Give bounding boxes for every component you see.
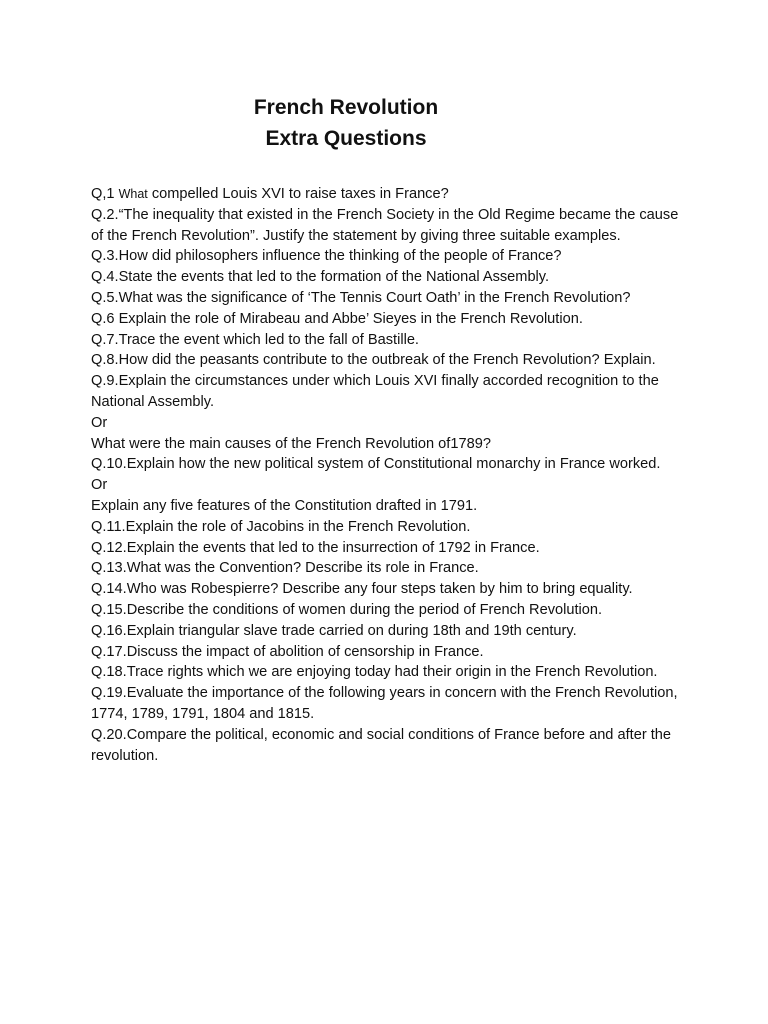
question-13: Q.13.What was the Convention? Describe its role in France. — [91, 560, 479, 577]
question-17: Q.17.Discuss the impact of abolition of censorship in France. — [91, 643, 484, 660]
document-title — [0, 92, 692, 154]
question-18: Q.18.Trace rights which we are enjoying today had their origin in the French Revolution. — [91, 664, 658, 681]
question-11: Q.11.Explain the role of Jacobins in the French Revolution. — [91, 518, 471, 535]
title-line-1: French Revolution — [253, 96, 439, 119]
question-6: Q.6 Explain the role of Mirabeau and Abbe’ Sieyes in the French Revolution. — [91, 310, 583, 327]
question-1-prefix: Q,1 — [91, 186, 119, 202]
question-14: Q.14.Who was Robespierre? Describe any four steps taken by him to bring equality. — [91, 581, 633, 598]
question-2: Q.2.“The inequality that existed in the French Society in the Old Regime became the cause of the French Revolution”. Justify the statement by giving three suitable examples. — [91, 206, 679, 244]
question-4: Q.4.State the events that led to the formation of the National Assembly. — [91, 269, 550, 286]
question-20: Q.20.Compare the political, economic and social conditions of France before and after the revolution. — [91, 726, 672, 764]
question-list — [91, 184, 691, 766]
question-9-alternative: What were the main causes of the French Revolution of1789? — [91, 435, 491, 452]
question-9: Q.9.Explain the circumstances under which Louis XVI finally accorded recognition to the National Assembly. — [91, 373, 659, 410]
question-3: Q.3.How did philosophers influence the thinking of the people of France? — [91, 248, 562, 265]
question-10-alternative: Explain any five features of the Constitution drafted in 1791. — [91, 497, 478, 514]
question-10: Q.10.Explain how the new political system of Constitutional monarchy in France worked. — [91, 456, 661, 473]
question-1 — [91, 184, 691, 205]
question-12: Q.12.Explain the events that led to the insurrection of 1792 in France. — [91, 539, 540, 556]
question-16: Q.16.Explain triangular slave trade carried on during 18th and 19th century. — [91, 622, 577, 639]
question-7: Q.7.Trace the event which led to the fall of Bastille. — [91, 331, 419, 348]
or-separator-1: Or — [91, 414, 108, 431]
or-separator-2: Or — [91, 477, 108, 494]
title-line-2: Extra Questions — [265, 127, 427, 150]
question-5: Q.5.What was the significance of ‘The Tennis Court Oath’ in the French Revolution? — [91, 289, 631, 306]
question-19: Q.19.Evaluate the importance of the following years in concern with the French Revolution, 1774, 1789, 1791, 1804 and 1815. — [91, 685, 678, 722]
question-1-what: What — [118, 187, 148, 201]
question-15: Q.15.Describe the conditions of women during the period of French Revolution. — [91, 601, 603, 618]
question-1-text: compelled Louis XVI to raise taxes in France? — [147, 186, 449, 202]
question-8: Q.8.How did the peasants contribute to the outbreak of the French Revolution? Explain. — [91, 352, 656, 369]
